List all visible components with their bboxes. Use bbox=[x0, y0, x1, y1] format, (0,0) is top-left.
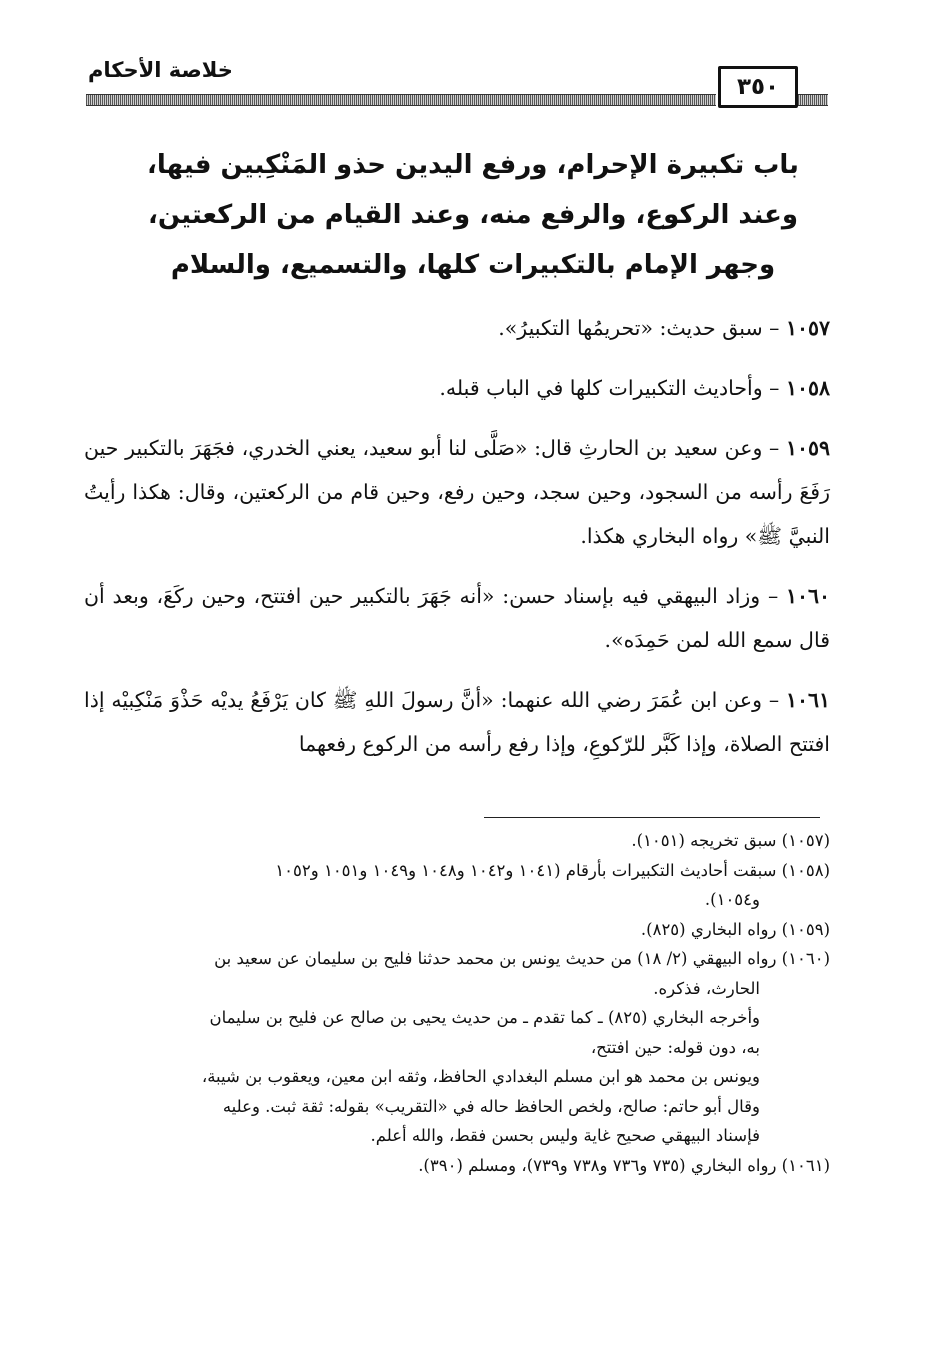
footnote-continuation: وأخرجه البخاري (٨٢٥) ـ كما تقدم ـ من حديث يحيى بن صالح عن فليح بن سليمان bbox=[209, 1008, 760, 1027]
hadith-number: ١٠٦٠ bbox=[785, 584, 830, 608]
hadith-paragraph: ١٠٥٨ – وأحاديث التكبيرات كلها في الباب قبله. bbox=[439, 376, 830, 400]
hadith-text: وأحاديث التكبيرات كلها في الباب قبله. bbox=[439, 376, 763, 400]
chapter-heading-line: وجهر الإمام بالتكبيرات كلها، والتسميع، والسلام bbox=[170, 250, 776, 280]
hadith-paragraph: ١٠٥٧ – سبق حديث: «تحريمُها التكبيرُ». bbox=[498, 316, 830, 340]
chapter-heading bbox=[120, 140, 826, 290]
footnote-continuation: الحارث، فذكره. bbox=[653, 978, 760, 998]
hadith-text: وعن سعيد بن الحارثِ قال: «صَلَّى لنا أبو سعيد، يعني الخدري، فجَهَرَ بالتكبير حين رَفَعَ رأسه من السجود، وحين سجد، وحين رفع، وحين قام من الركعتين، وقال: هكذا رأيتُ النبيَّ ﷺ» رواه البخاري هكذا. bbox=[84, 436, 830, 548]
hadith-number: ١٠٥٧ bbox=[785, 316, 830, 340]
hadith-text: وعن ابن عُمَرَ رضي الله عنهما: «أنَّ رسولَ اللهِ ﷺ كان يَرْفَعُ يديْه حَذْوَ مَنْكِبيْه إذا افتتح الصلاة، وإذا كَبَّر للرّكوعِ، وإذا رفع رأسه من الركوع رفعهما bbox=[84, 688, 830, 756]
hadith-paragraph: ١٠٦١ – وعن ابن عُمَرَ رضي الله عنهما: «أنَّ رسولَ اللهِ ﷺ كان يَرْفَعُ يديْه حَذْوَ مَنْكِبيْه إذا افتتح الصلاة، وإذا كَبَّر للرّكوعِ، وإذا رفع رأسه من الركوع رفعهما bbox=[84, 688, 830, 756]
hadith-paragraph: ١٠٥٩ – وعن سعيد بن الحارثِ قال: «صَلَّى لنا أبو سعيد، يعني الخدري، فجَهَرَ بالتكبير حين رَفَعَ رأسه من السجود، وحين سجد، وحين رفع، وحين قام من الركعتين، وقال: هكذا رأيتُ النبيَّ ﷺ» رواه البخاري هكذا. bbox=[84, 436, 830, 548]
header-rule-end bbox=[794, 94, 828, 106]
footnote-continuation: و١٠٥٤). bbox=[704, 890, 760, 909]
chapter-heading-line: باب تكبيرة الإحرام، ورفع اليدين حذو المَنْكِبين فيها، bbox=[147, 150, 799, 180]
footnote: (١٠٦١) رواه البخاري (٧٣٥ و٧٣٦ و٧٣٨ و٧٣٩)، ومسلم (٣٩٠). bbox=[418, 1155, 830, 1175]
footnote-continuation: به، دون قوله: حين افتتح، bbox=[590, 1037, 760, 1057]
footnote: (١٠٥٧) سبق تخريجه (١٠٥١). bbox=[631, 831, 830, 850]
footnote-separator bbox=[484, 817, 820, 818]
footnotes bbox=[84, 826, 830, 1180]
footnote: (١٠٦٠) رواه البيهقي (٢/ ١٨) من حديث يونس بن محمد حدثنا فليح بن سليمان عن سعيد بن bbox=[214, 949, 830, 968]
footnote: (١٠٥٩) رواه البخاري (٨٢٥). bbox=[640, 919, 830, 939]
chapter-heading-line: وعند الركوع، والرفع منه، وعند القيام من الركعتين، bbox=[148, 200, 798, 230]
header-rule bbox=[86, 94, 716, 106]
hadith-body bbox=[84, 306, 830, 782]
footnote-continuation: وقال أبو حاتم: صالح، ولخص الحافظ حاله في «التقريب» بقوله: ثقة ثبت. وعليه bbox=[222, 1096, 760, 1116]
hadith-number: ١٠٦١ bbox=[785, 688, 830, 712]
hadith-text: سبق حديث: «تحريمُها التكبيرُ». bbox=[498, 316, 763, 340]
running-header-title: خلاصة الأحكام bbox=[88, 58, 233, 82]
footnote: (١٠٥٨) سبقت أحاديث التكبيرات بأرقام (١٠٤١ و١٠٤٢ و١٠٤٨ و١٠٤٩ و١٠٥١ و١٠٥٢ bbox=[275, 860, 830, 880]
footnote-continuation: ويونس بن محمد هو ابن مسلم البغدادي الحافظ، وثقه ابن معين، ويعقوب بن شيبة، bbox=[201, 1067, 760, 1086]
hadith-number: ١٠٥٩ bbox=[785, 436, 830, 460]
footnote-continuation: فإسناد البيهقي صحيح غاية وليس بحسن فقط، والله أعلم. bbox=[370, 1126, 760, 1145]
hadith-paragraph: ١٠٦٠ – وزاد البيهقي فيه بإسناد حسن: «أنه جَهَرَ بالتكبير حين افتتح، وحين ركَعَ، وبعد أن قال سمع الله لمن حَمِدَه». bbox=[84, 584, 830, 652]
hadith-text: وزاد البيهقي فيه بإسناد حسن: «أنه جَهَرَ بالتكبير حين افتتح، وحين ركَعَ، وبعد أن قال سمع الله لمن حَمِدَه». bbox=[84, 584, 830, 652]
page-number: ٣٥٠ bbox=[718, 66, 798, 108]
hadith-number: ١٠٥٨ bbox=[785, 376, 830, 400]
